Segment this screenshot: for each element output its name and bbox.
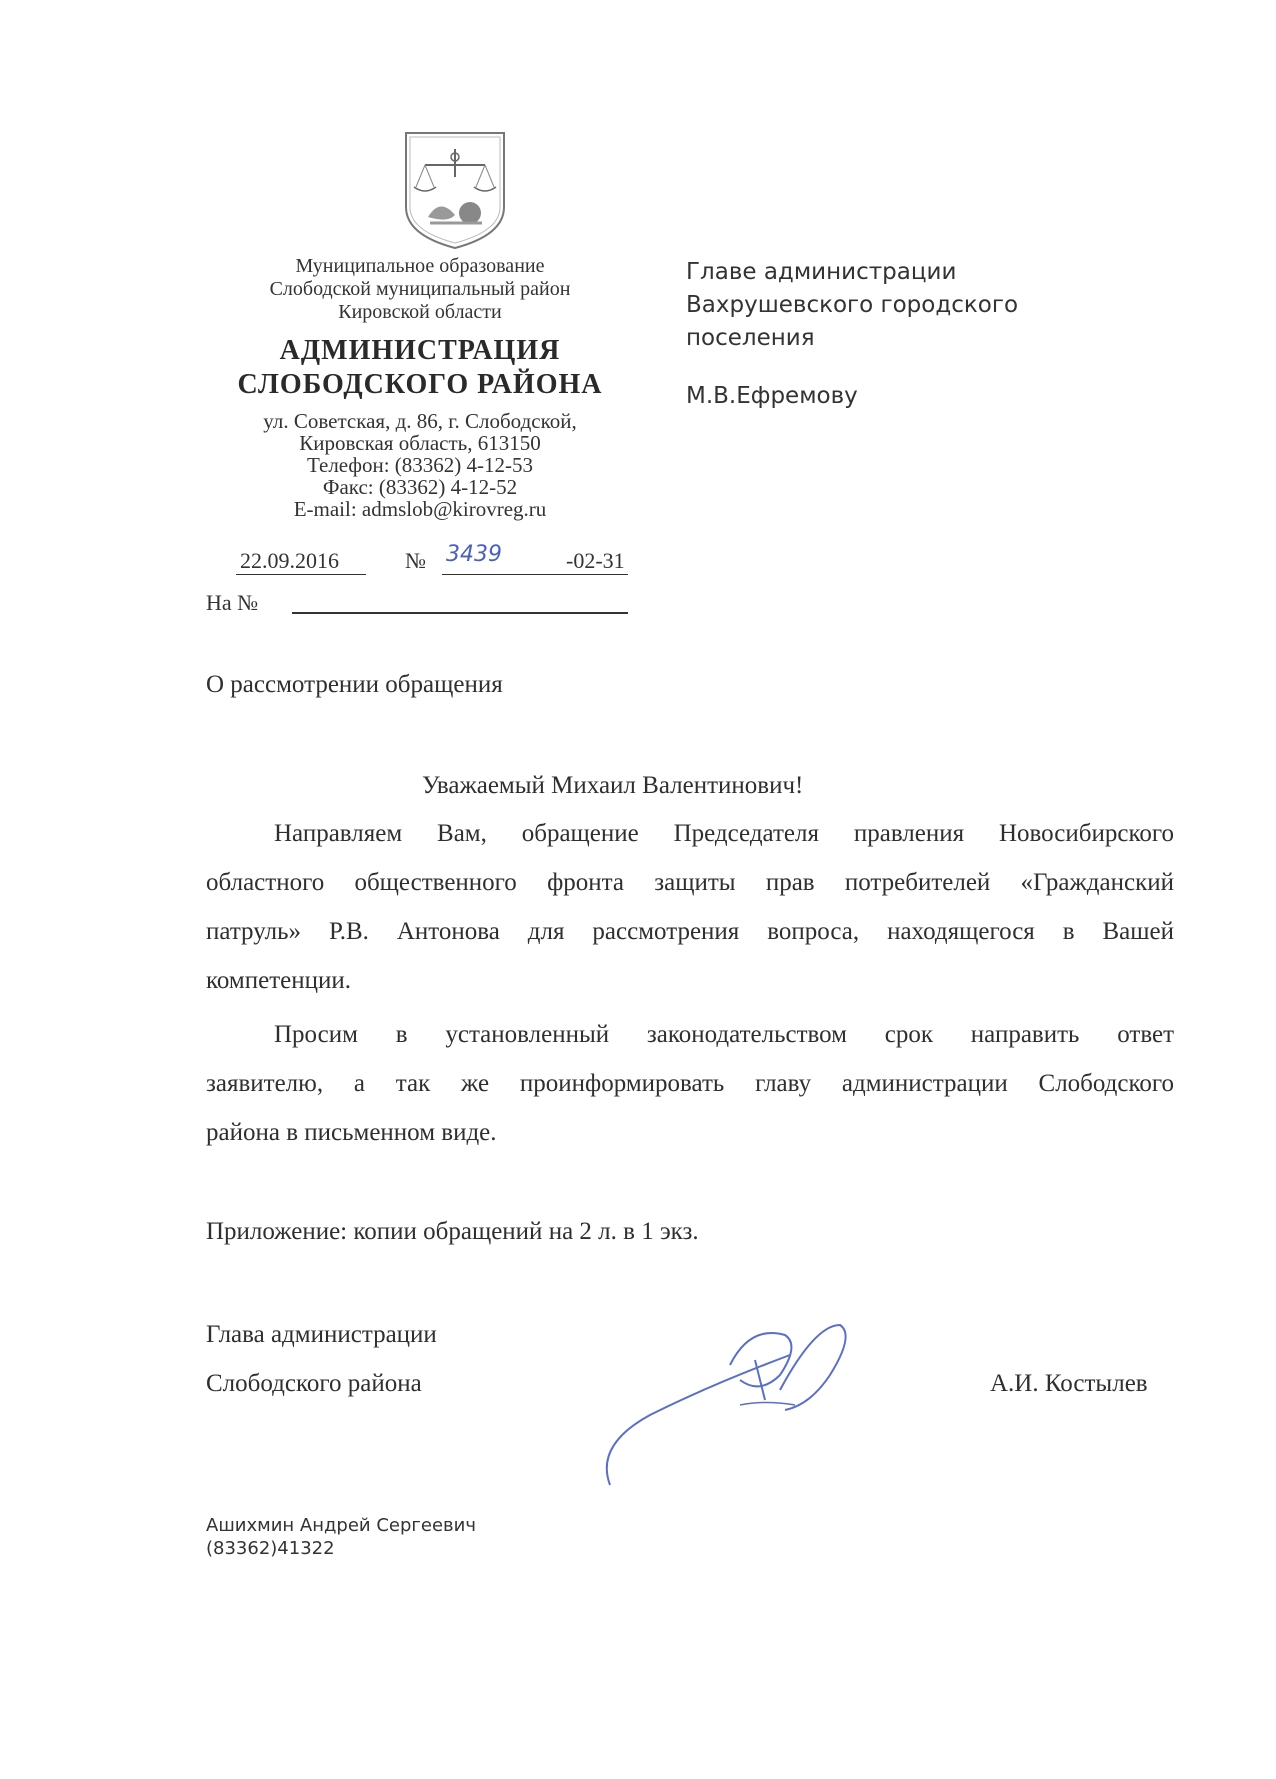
handwritten-signature xyxy=(590,1305,890,1505)
address-line-1: ул. Советская, д. 86, г. Слободской, xyxy=(263,409,577,433)
salutation: Уважаемый Михаил Валентинович! xyxy=(422,772,804,799)
reply-to-label: На № xyxy=(206,590,259,615)
org-line-3: Кировской области xyxy=(338,301,502,323)
email-line: E-mail: admslob@kirovreg.ru xyxy=(293,497,547,521)
address-line-2: Кировская область, 613150 xyxy=(299,431,541,455)
paragraph-1-line-1: Направляем Вам, обращение Председателя правления Новосибирского xyxy=(274,820,1174,847)
org-line-2: Слободской муниципальный район xyxy=(269,278,571,300)
paragraph-1-line-4: компетенции. xyxy=(206,967,351,994)
signer-position xyxy=(206,1310,437,1408)
title-line-2: СЛОБОДСКОГО РАЙОНА xyxy=(237,369,603,400)
paragraph-2 xyxy=(206,1010,1174,1157)
doc-number-field xyxy=(442,542,628,575)
phone-line: Телефон: (83362) 4-12-53 xyxy=(306,453,534,477)
addressee-block xyxy=(686,256,1018,413)
signer-name: А.И. Костылев xyxy=(990,1370,1148,1397)
paragraph-1-line-2: областного общественного фронта защиты прав потребителей «Гражданский xyxy=(206,869,1174,896)
letterhead-contacts xyxy=(200,410,640,520)
reply-to-line xyxy=(292,612,628,614)
addressee-line-3: поселения xyxy=(686,325,815,351)
signer-position-line-1: Глава администрации xyxy=(206,1321,437,1348)
title-line-1: АДМИНИСТРАЦИЯ xyxy=(279,335,561,366)
paragraph-2-line-2: заявителю, а так же проинформировать главу администрации Слободского xyxy=(206,1070,1174,1097)
doc-number-label: № xyxy=(405,548,426,573)
doc-number-handwritten: 3439 xyxy=(446,542,502,567)
paragraph-2-line-1: Просим в установленный законодательством срок направить ответ xyxy=(274,1021,1174,1048)
paragraph-1-line-3: патруль» Р.В. Антонова для рассмотрения вопроса, находящегося в Вашей xyxy=(206,918,1174,945)
fax-line: Факс: (83362) 4-12-52 xyxy=(322,475,518,499)
doc-date: 22.09.2016 xyxy=(236,548,366,575)
paragraph-2-line-3: района в письменном виде. xyxy=(206,1119,497,1146)
org-line-1: Муниципальное образование xyxy=(295,255,545,277)
addressee-name: М.В.Ефремову xyxy=(686,383,858,409)
paragraph-1 xyxy=(206,809,1174,1005)
doc-number-suffix: -02-31 xyxy=(566,548,625,573)
executor-phone: (83362)41322 xyxy=(206,1538,335,1559)
signer-position-line-2: Слободского района xyxy=(206,1370,422,1397)
attachment-note: Приложение: копии обращений на 2 л. в 1 экз. xyxy=(206,1218,699,1245)
coat-of-arms-emblem xyxy=(400,127,510,252)
letterhead-org xyxy=(200,255,640,324)
addressee-line-1: Главе администрации xyxy=(686,259,957,285)
executor-name: Ашихмин Андрей Сергеевич xyxy=(206,1515,476,1536)
letterhead-title xyxy=(200,334,640,402)
addressee-line-2: Вахрушевского городского xyxy=(686,292,1019,318)
subject: О рассмотрении обращения xyxy=(206,671,503,698)
executor-info xyxy=(206,1514,476,1560)
